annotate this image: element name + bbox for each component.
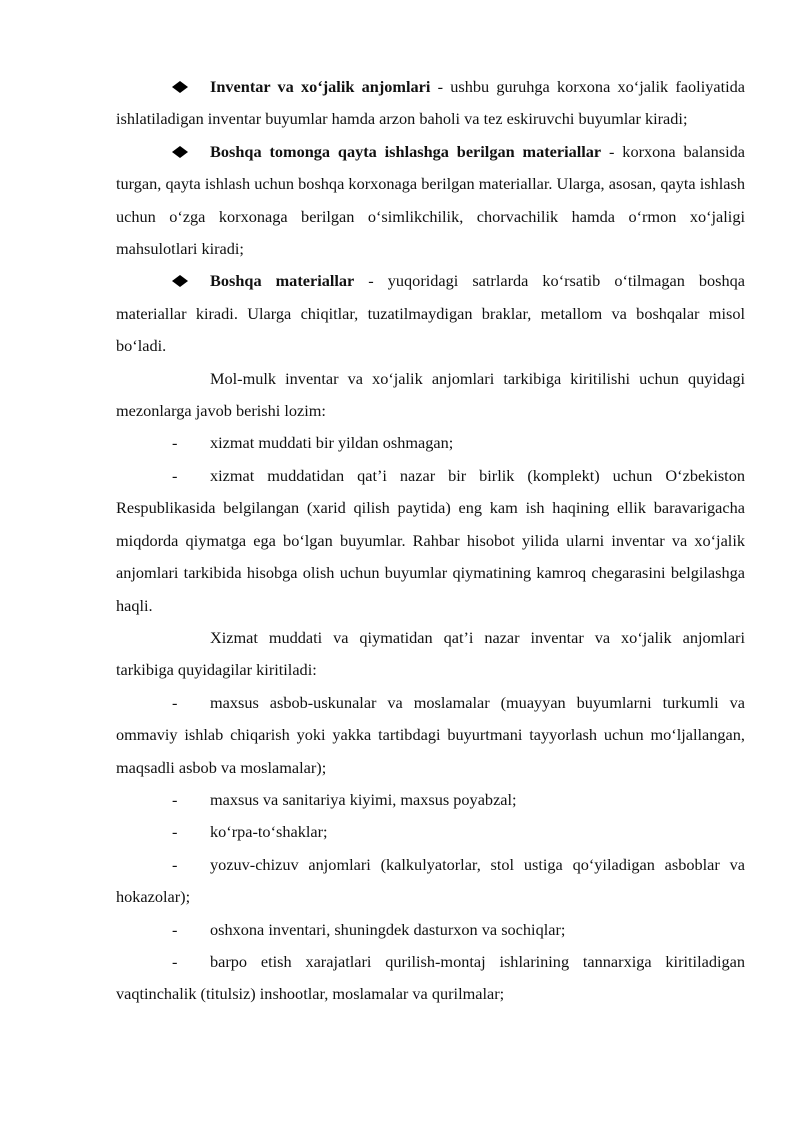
list-item <box>116 784 745 816</box>
criteria-item <box>116 460 745 622</box>
criteria-intro-paragraph: Mol-mulk inventar va xo‘jalik anjomlari tarkibiga kiritilishi uchun quyidagi mezonlarga javob berishi lozim: <box>116 368 745 421</box>
diamond-bullet-icon <box>172 81 188 93</box>
bullet-item-inventory <box>116 71 745 136</box>
dash-marker: - <box>172 465 178 485</box>
list-item-text: yozuv-chizuv anjomlari (kalkulyatorlar, stol ustiga qo‘yiladigan asboblar va hokazolar); <box>116 854 745 907</box>
bullet-text: - korxona balansida turgan, qayta ishlash uchun boshqa korxonaga berilgan materiallar. Ularga, asosan, qayta ishlash uchun o‘zga korxonaga berilgan o‘simlikchilik, chorvachilik hamda o‘rmon xo‘jaligi mahsulotlari kiradi; <box>116 141 745 259</box>
dash-marker: - <box>172 951 178 971</box>
criteria-item-text: xizmat muddatidan qat’i nazar bir birlik (komplekt) uchun O‘zbekiston Respublikasida belgilangan (xarid qilish paytida) eng kam ish haqining ellik baravarigacha miqdorda qiymatga ega bo‘lgan buyumlar. Rahbar hisobot yilida ularni inventar va xo‘jalik anjomlari tarkibida hisobga olish uchun buyumlar qiymatining kamroq chegarasini belgilashga haqli. <box>116 465 745 615</box>
bullet-item-other-materials <box>116 265 745 362</box>
bullet-item-processing-materials <box>116 136 745 266</box>
items-intro-paragraph: Xizmat muddati va qiymatidan qat’i nazar inventar va xo‘jalik anjomlari tarkibiga quyidagilar kiritiladi: <box>116 627 745 680</box>
dash-marker: - <box>172 854 178 874</box>
bullet-term: Boshqa materiallar <box>210 271 355 291</box>
list-item <box>116 914 745 946</box>
list-item <box>116 816 745 848</box>
diamond-bullet-icon <box>172 146 188 158</box>
list-item <box>116 849 745 914</box>
dash-marker: - <box>172 433 178 453</box>
list-item-text: maxsus va sanitariya kiyimi, maxsus poyabzal; <box>210 789 517 809</box>
dash-marker: - <box>172 822 178 842</box>
list-item-text: ko‘rpa-to‘shaklar; <box>210 822 328 842</box>
list-item <box>116 687 745 784</box>
criteria-item-text: xizmat muddati bir yildan oshmagan; <box>210 433 454 453</box>
bullet-text: - ushbu guruhga korxona xo‘jalik faoliyatida ishlatiladigan inventar buyumlar hamda arzon baholi va tez eskiruvchi buyumlar kiradi; <box>116 77 746 129</box>
list-item-text: barpo etish xarajatlari qurilish-montaj ishlarining tannarxiga kiritiladigan vaqtinchalik (titulsiz) inshootlar, moslamalar va qurilmalar; <box>116 951 745 1004</box>
dash-marker: - <box>172 789 178 809</box>
list-item-text: oshxona inventari, shuningdek dasturxon va sochiqlar; <box>210 919 566 939</box>
list-item-text: maxsus asbob-uskunalar va moslamalar (muayyan buyumlarni turkumli va ommaviy ishlab chiqarish yoki yakka tartibdagi buyurtmani tayyorlash uchun mo‘ljallangan, maqsadli asbob va moslamalar); <box>116 692 745 777</box>
diamond-bullet-icon <box>172 275 188 287</box>
criteria-item <box>116 427 745 459</box>
dash-marker: - <box>172 692 178 712</box>
bullet-term: Boshqa tomonga qayta ishlashga berilgan materiallar <box>210 141 602 161</box>
bullet-text: - yuqoridagi satrlarda ko‘rsatib o‘tilmagan boshqa materiallar kiradi. Ularga chiqitlar, tuzatilmaydigan braklar, metallom va boshqalar misol bo‘ladi. <box>116 271 745 356</box>
list-item <box>116 946 745 1011</box>
dash-marker: - <box>172 919 178 939</box>
bullet-term: Inventar va xo‘jalik anjomlari <box>210 77 431 96</box>
